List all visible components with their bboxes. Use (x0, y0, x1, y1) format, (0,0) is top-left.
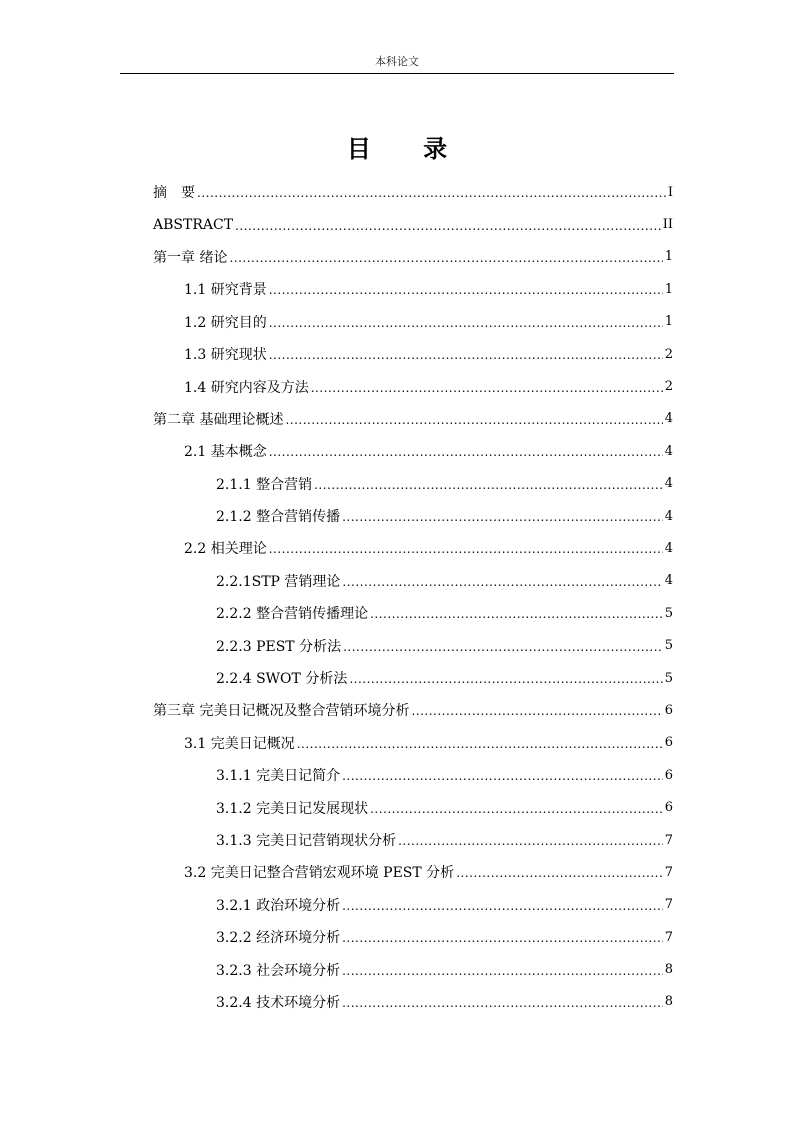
toc-entry[interactable] (153, 532, 673, 564)
toc-entry-label: 3.2 完美日记整合营销宏观环境 PEST 分析 (184, 865, 455, 882)
toc-entry-label: 3.2.3 社会环境分析 (216, 962, 341, 979)
toc-entry[interactable] (153, 953, 673, 985)
toc-leader-dots (343, 640, 663, 654)
toc-leader-dots (370, 802, 663, 816)
toc-leader-dots (342, 996, 663, 1010)
toc-entry-page: 4 (664, 443, 673, 459)
toc-entry-label: 3.2.2 经济环境分析 (216, 930, 341, 947)
toc-entry-label: 第二章 基础理论概述 (153, 411, 284, 428)
toc-entry-page: 7 (664, 897, 673, 913)
toc-leader-dots (342, 964, 663, 978)
toc-leader-dots (235, 219, 661, 233)
toc-entry-page: 1 (664, 281, 673, 297)
toc-entry-label: 摘 要 (153, 185, 195, 202)
toc-entry[interactable] (153, 306, 673, 338)
toc-leader-dots (285, 413, 662, 427)
table-of-contents (153, 176, 673, 1018)
toc-entry-label: 2.2.1STP 营销理论 (216, 573, 341, 590)
toc-entry[interactable] (153, 500, 673, 532)
toc-entry-page: 4 (664, 508, 673, 524)
toc-entry-label: 第一章 绪论 (153, 249, 228, 266)
toc-entry-page: I (667, 184, 673, 200)
toc-leader-dots (297, 737, 663, 751)
toc-entry[interactable] (153, 403, 673, 435)
toc-entry-page: II (662, 217, 673, 233)
toc-entry-label: ABSTRACT (153, 216, 234, 233)
toc-entry-label: 3.1 完美日记概况 (184, 735, 295, 752)
toc-entry-page: 4 (664, 540, 673, 556)
toc-entry-label: 3.2.4 技术环境分析 (216, 994, 341, 1011)
toc-entry[interactable] (153, 856, 673, 888)
toc-leader-dots (342, 575, 662, 589)
toc-leader-dots (311, 381, 663, 395)
toc-entry-page: 6 (664, 702, 673, 718)
toc-leader-dots (411, 704, 662, 718)
toc-entry[interactable] (153, 273, 673, 305)
toc-entry[interactable] (153, 921, 673, 953)
toc-leader-dots (349, 672, 662, 686)
header-rule (120, 73, 674, 74)
toc-entry-label: 1.3 研究现状 (184, 347, 267, 364)
toc-leader-dots (229, 251, 662, 265)
toc-entry-page: 5 (664, 670, 673, 686)
toc-leader-dots (269, 348, 663, 362)
toc-entry[interactable] (153, 986, 673, 1018)
toc-entry-label: 2.1 基本概念 (184, 444, 267, 461)
toc-entry-page: 6 (664, 767, 673, 783)
page-header: 本科论文 (375, 55, 419, 68)
toc-entry[interactable] (153, 208, 673, 240)
toc-entry[interactable] (153, 468, 673, 500)
toc-entry[interactable] (153, 241, 673, 273)
toc-entry-label: 2.2.2 整合营销传播理论 (216, 606, 369, 623)
toc-entry[interactable] (153, 889, 673, 921)
toc-entry[interactable] (153, 629, 673, 661)
toc-entry-page: 4 (664, 411, 673, 427)
toc-entry-page: 1 (664, 314, 673, 330)
toc-entry-label: 第三章 完美日记概况及整合营销环境分析 (153, 703, 410, 720)
toc-leader-dots (342, 899, 663, 913)
toc-title: 目 录 (346, 134, 470, 163)
toc-entry[interactable] (153, 694, 673, 726)
toc-entry[interactable] (153, 176, 673, 208)
toc-entry-page: 2 (664, 379, 673, 395)
toc-entry[interactable] (153, 759, 673, 791)
toc-entry-label: 1.4 研究内容及方法 (184, 379, 309, 396)
toc-entry-page: 7 (664, 929, 673, 945)
toc-entry-page: 6 (664, 735, 673, 751)
toc-entry[interactable] (153, 370, 673, 402)
toc-leader-dots (456, 866, 663, 880)
toc-leader-dots (342, 510, 663, 524)
toc-entry-page: 5 (664, 605, 673, 621)
toc-entry-label: 1.2 研究目的 (184, 314, 267, 331)
toc-entry[interactable] (153, 565, 673, 597)
toc-entry[interactable] (153, 662, 673, 694)
toc-entry-page: 6 (664, 800, 673, 816)
toc-leader-dots (398, 834, 663, 848)
toc-leader-dots (197, 186, 666, 200)
toc-leader-dots (314, 478, 663, 492)
toc-leader-dots (370, 607, 663, 621)
toc-leader-dots (269, 283, 663, 297)
toc-entry-label: 2.1.1 整合营销 (216, 476, 313, 493)
toc-entry-page: 4 (664, 476, 673, 492)
toc-entry[interactable] (153, 727, 673, 759)
toc-entry-page: 4 (664, 573, 673, 589)
toc-entry-label: 3.1.1 完美日记简介 (216, 768, 341, 785)
toc-leader-dots (342, 931, 663, 945)
toc-entry-label: 2.2.4 SWOT 分析法 (216, 671, 348, 688)
toc-entry-page: 2 (664, 346, 673, 362)
toc-entry-page: 8 (664, 962, 673, 978)
toc-entry-page: 7 (664, 832, 673, 848)
toc-leader-dots (342, 769, 663, 783)
toc-entry[interactable] (153, 338, 673, 370)
toc-entry-label: 3.1.2 完美日记发展现状 (216, 800, 369, 817)
toc-entry-label: 3.2.1 政治环境分析 (216, 897, 341, 914)
toc-entry-label: 1.1 研究背景 (184, 282, 267, 299)
toc-entry-label: 2.1.2 整合营销传播 (216, 509, 341, 526)
toc-leader-dots (269, 542, 663, 556)
toc-leader-dots (269, 445, 663, 459)
toc-entry-page: 7 (664, 864, 673, 880)
toc-entry-page: 5 (664, 638, 673, 654)
toc-entry[interactable] (153, 824, 673, 856)
toc-entry[interactable] (153, 435, 673, 467)
toc-entry[interactable] (153, 791, 673, 823)
toc-entry-page: 8 (664, 994, 673, 1010)
toc-entry-label: 3.1.3 完美日记营销现状分析 (216, 833, 397, 849)
toc-entry[interactable] (153, 597, 673, 629)
toc-entry-page: 1 (664, 249, 673, 265)
toc-entry-label: 2.2 相关理论 (184, 541, 267, 558)
toc-entry-label: 2.2.3 PEST 分析法 (216, 638, 342, 655)
toc-leader-dots (269, 316, 663, 330)
